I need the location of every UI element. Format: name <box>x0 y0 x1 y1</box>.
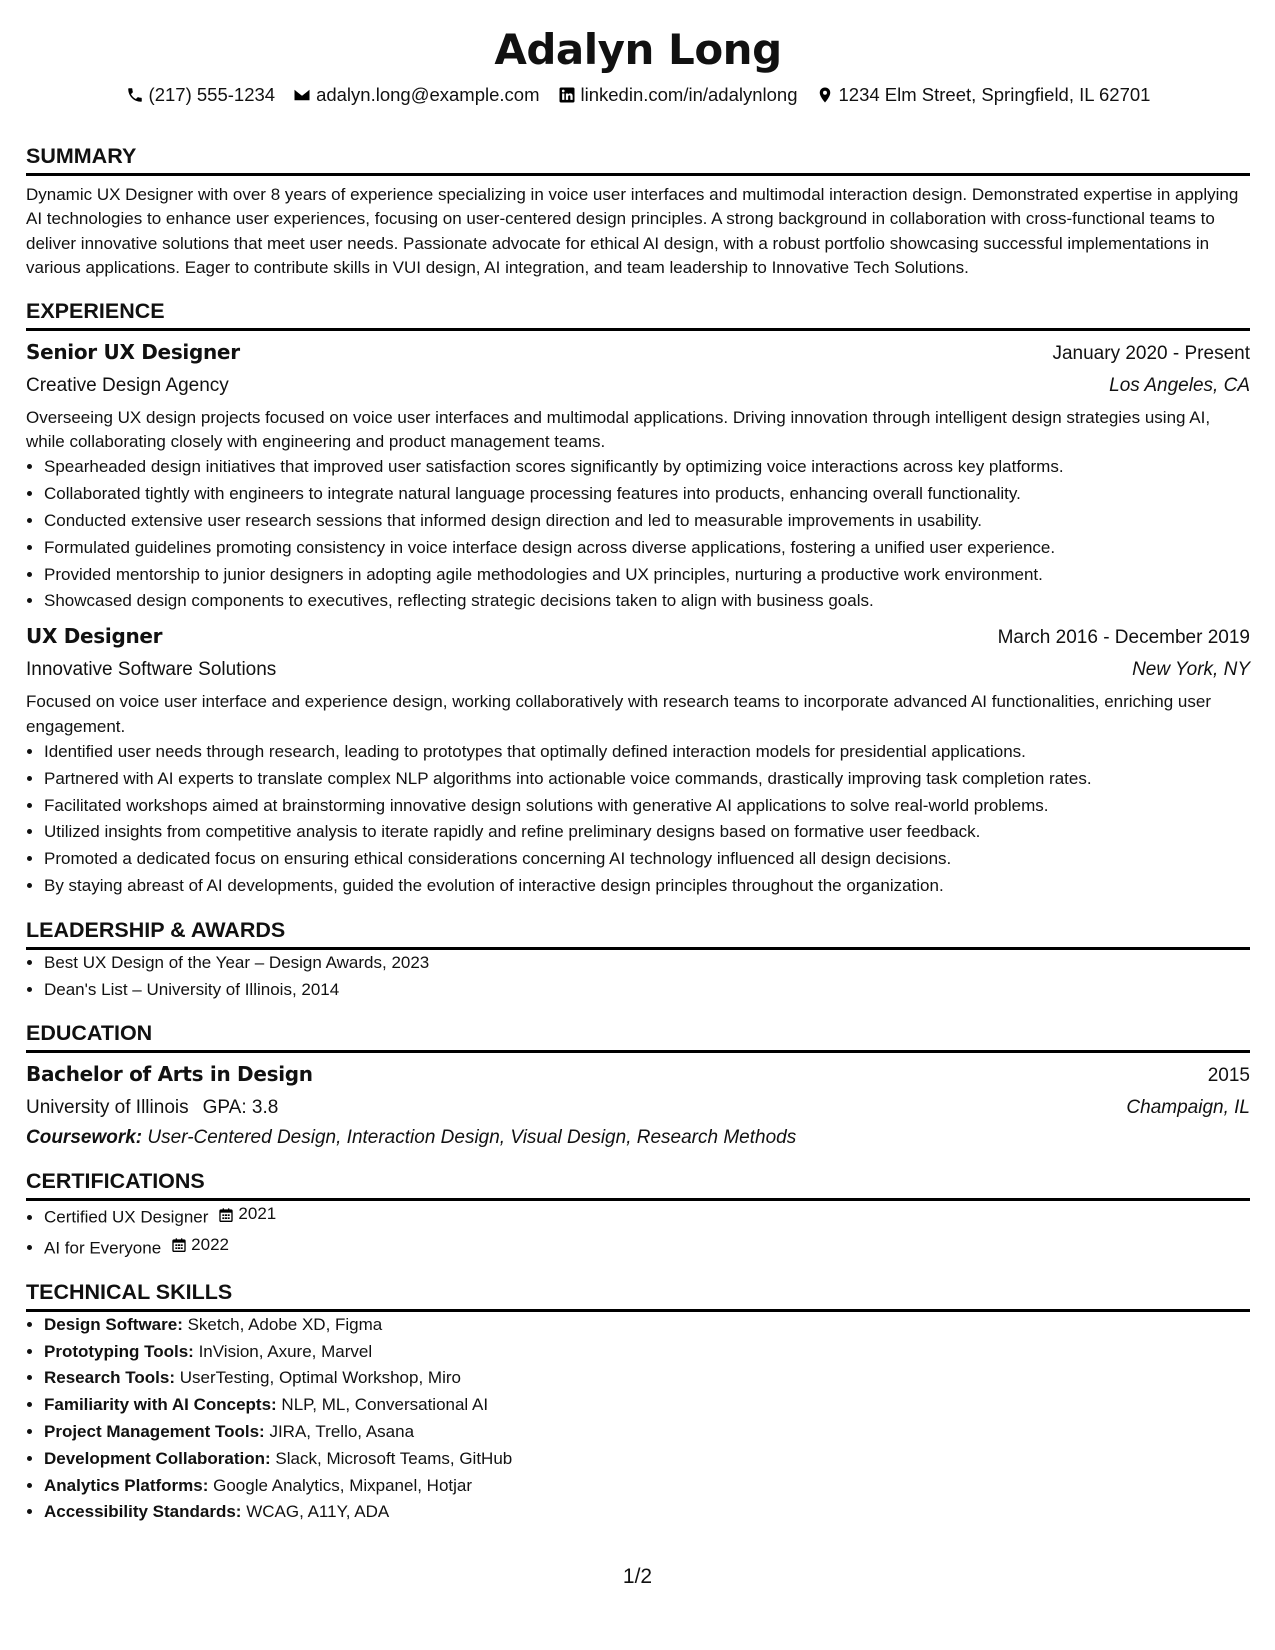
job-bullets <box>26 739 1250 900</box>
list-item: • Showcased design components to executives, reflecting strategic decisions taken to align with business goals. <box>44 588 1250 615</box>
list-item <box>44 1499 1250 1526</box>
list-item <box>44 1201 1250 1231</box>
section-title-education: EDUCATION <box>26 1019 1250 1053</box>
contact-email[interactable]: adalyn.long@example.com <box>293 82 539 108</box>
awards-list <box>26 950 1250 1004</box>
skill-label: Project Management Tools: <box>44 1421 265 1441</box>
section-title-summary: SUMMARY <box>26 142 1250 176</box>
list-item: • Identified user needs through research, leading to prototypes that optimally defined interaction models for presidential applications. <box>44 739 1250 766</box>
education-entry <box>26 1061 1250 1151</box>
certification-name: Certified UX Designer <box>44 1207 209 1227</box>
skill-label: Development Collaboration: <box>44 1448 271 1468</box>
map-marker-icon <box>816 86 834 104</box>
skill-value: InVision, Axure, Marvel <box>198 1341 373 1361</box>
skill-label: Analytics Platforms: <box>44 1475 209 1495</box>
graduation-year: 2015 <box>1207 1065 1250 1087</box>
list-item: • Utilized insights from competitive analysis to iterate rapidly and refine preliminary designs based on formative user feedback. <box>44 819 1250 846</box>
school-location: Champaign, IL <box>1126 1097 1250 1119</box>
list-item <box>44 1312 1250 1339</box>
job-company: Innovative Software Solutions <box>26 659 277 681</box>
skill-value: Sketch, Adobe XD, Figma <box>187 1314 383 1334</box>
list-item <box>44 1419 1250 1446</box>
resume-page <box>26 0 1250 1526</box>
school-info <box>26 1095 278 1121</box>
list-item: • Best UX Design of the Year – Design Awards, 2023 <box>44 950 1250 977</box>
list-item: • Spearheaded design initiatives that improved user satisfaction scores significantly by optimizing voice interactions across key platforms. <box>44 454 1250 481</box>
candidate-name: Adalyn Long <box>494 25 782 74</box>
list-item <box>44 1392 1250 1419</box>
section-title-experience: EXPERIENCE <box>26 297 1250 331</box>
phone-icon <box>126 86 144 104</box>
section-title-certifications: CERTIFICATIONS <box>26 1167 1250 1201</box>
coursework <box>26 1125 1250 1151</box>
list-item: • Facilitated workshops aimed at brainstorming innovative design solutions with generative AI applications to solve real-world problems. <box>44 793 1250 820</box>
contact-phone: (217) 555-1234 <box>126 82 276 108</box>
job-description: Overseeing UX design projects focused on voice user interfaces and multimodal applications. Driving innovation through intelligent design strategies using AI, while collaborating closely with engineering and product management teams. <box>26 407 1211 452</box>
linkedin-icon <box>558 86 576 104</box>
school-name: University of Illinois <box>26 1097 189 1119</box>
list-item <box>44 1446 1250 1473</box>
job-title: Senior UX Designer <box>26 339 240 364</box>
certification-name: AI for Everyone <box>44 1237 162 1257</box>
certifications-list <box>26 1201 1250 1261</box>
certification-year: 2022 <box>191 1234 229 1254</box>
skill-label: Prototyping Tools: <box>44 1341 194 1361</box>
list-item: • Dean's List – University of Illinois, 2014 <box>44 977 1250 1004</box>
section-title-skills: TECHNICAL SKILLS <box>26 1278 1250 1312</box>
gpa: GPA: 3.8 <box>202 1097 279 1119</box>
skill-label: Design Software: <box>44 1314 183 1334</box>
job-description: Focused on voice user interface and experience design, working collaboratively with research teams to incorporate advanced AI functionalities, enriching user engagement. <box>26 692 1211 736</box>
job-dates: March 2016 - December 2019 <box>997 627 1250 649</box>
job-entry <box>26 339 1250 616</box>
skill-value: UserTesting, Optimal Workshop, Miro <box>179 1368 461 1388</box>
coursework-list: User-Centered Design, Interaction Design, Visual Design, Research Methods <box>147 1127 797 1149</box>
job-bullets <box>26 454 1250 615</box>
section-title-leadership: LEADERSHIP & AWARDS <box>26 916 1250 950</box>
contact-bar <box>26 82 1250 108</box>
skill-value: Slack, Microsoft Teams, GitHub <box>275 1448 513 1468</box>
list-item: • Promoted a dedicated focus on ensuring ethical considerations concerning AI technology influenced all design decisions. <box>44 846 1250 873</box>
list-item: • Conducted extensive user research sessions that informed design direction and led to measurable improvements in usability. <box>44 508 1250 535</box>
contact-address: 1234 Elm Street, Springfield, IL 62701 <box>816 82 1151 108</box>
calendar-icon <box>218 1207 234 1223</box>
coursework-label: Coursework: <box>26 1127 143 1149</box>
skill-label: Familiarity with AI Concepts: <box>44 1395 277 1415</box>
job-entry <box>26 623 1250 900</box>
calendar-icon <box>171 1237 187 1253</box>
list-item: • Formulated guidelines promoting consistency in voice interface design across diverse applications, fostering a unified user experience. <box>44 535 1250 562</box>
certification-year: 2021 <box>238 1204 277 1224</box>
job-location: New York, NY <box>1132 659 1250 681</box>
job-dates: January 2020 - Present <box>1052 342 1250 364</box>
list-item <box>44 1365 1250 1392</box>
list-item: • Collaborated tightly with engineers to integrate natural language processing features into products, enhancing overall functionality. <box>44 481 1250 508</box>
skill-value: NLP, ML, Conversational AI <box>281 1395 489 1415</box>
list-item: • By staying abreast of AI developments, guided the evolution of interactive design principles throughout the organization. <box>44 873 1250 900</box>
summary-text: Dynamic UX Designer with over 8 years of experience specializing in voice user interfaces and multimodal interaction design. Demonstrated expertise in applying AI technologies to enhance user experiences, focusing on user-centered design principles. A strong background in collaboration with cross-functional teams to deliver innovative solutions that meet user needs. Passionate advocate for ethical AI design, with a robust portfolio showcasing successful implementations in various applications. Eager to contribute skills in VUI design, AI integration, and team leadership to Innovative Tech Solutions. <box>26 185 1239 278</box>
list-item: • Provided mentorship to junior designers in adopting agile methodologies and UX principles, nurturing a productive work environment. <box>44 562 1250 589</box>
job-company: Creative Design Agency <box>26 374 229 396</box>
skill-label: Research Tools: <box>44 1368 176 1388</box>
list-item: • Partnered with AI experts to translate complex NLP algorithms into actionable voice commands, drastically improving task completion rates. <box>44 766 1250 793</box>
skills-list <box>26 1312 1250 1526</box>
skill-value: JIRA, Trello, Asana <box>269 1421 415 1441</box>
job-location: Los Angeles, CA <box>1109 374 1250 396</box>
skill-value: Google Analytics, Mixpanel, Hotjar <box>213 1475 473 1495</box>
list-item <box>44 1232 1250 1262</box>
page-number: 1/2 <box>622 1565 653 1588</box>
job-title: UX Designer <box>26 624 163 649</box>
list-item <box>44 1473 1250 1500</box>
skill-label: Accessibility Standards: <box>44 1502 242 1522</box>
envelope-icon <box>293 86 311 104</box>
skill-value: WCAG, A11Y, ADA <box>246 1502 390 1522</box>
contact-linkedin[interactable]: linkedin.com/in/adalynlong <box>558 82 798 108</box>
degree-title: Bachelor of Arts in Design <box>26 1062 313 1087</box>
list-item <box>44 1339 1250 1366</box>
